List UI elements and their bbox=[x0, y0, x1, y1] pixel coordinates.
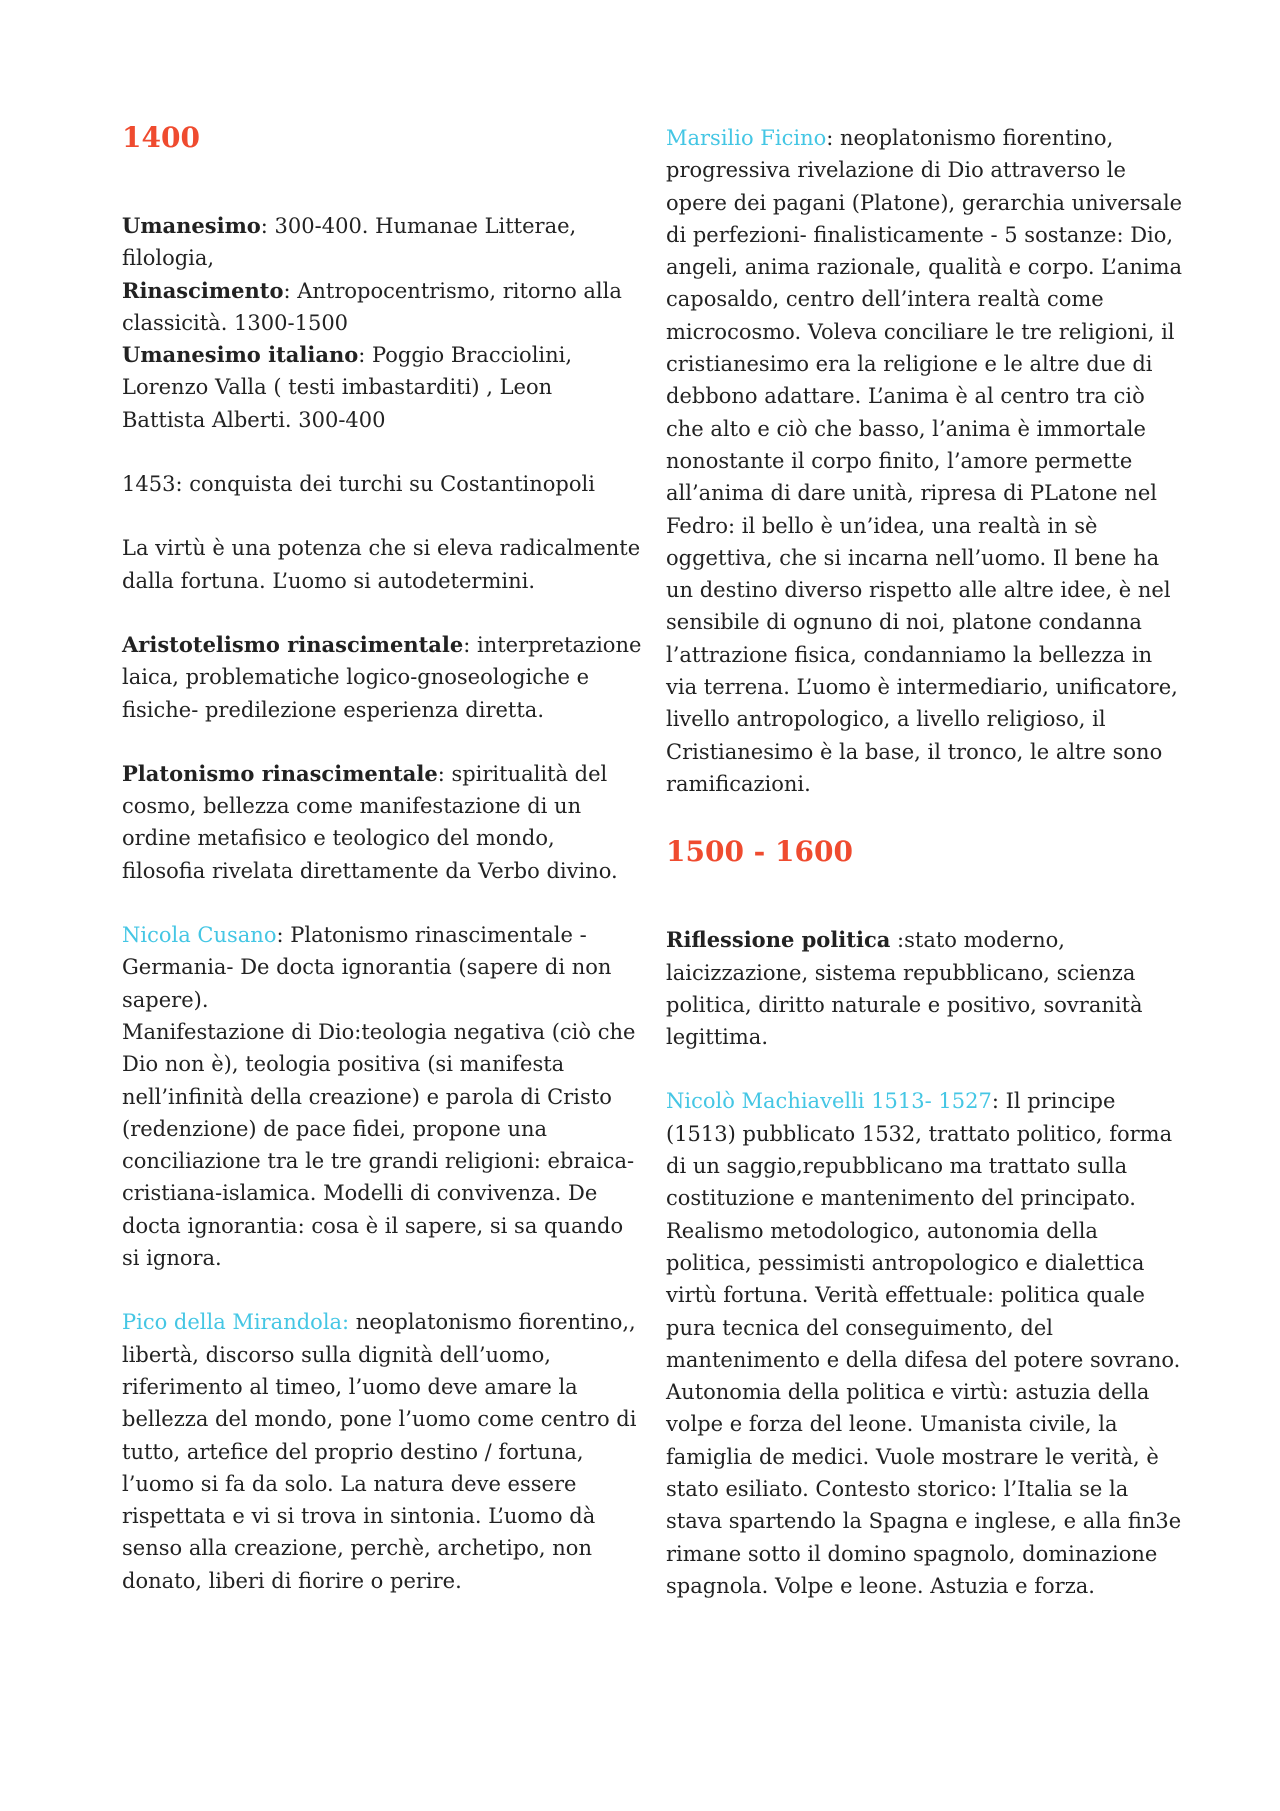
text-riflessione-politica: :stato moderno, laicizzazione, sistema repubblicano, scienza politica, diritto naturale e positivo, sovranità legittima. bbox=[666, 928, 1143, 1050]
paragraph-umanesimo bbox=[122, 210, 642, 275]
term-platonismo: Platonismo rinascimentale bbox=[122, 760, 438, 786]
paragraph-pico bbox=[122, 1306, 642, 1597]
name-pico-della-mirandola: Pico della Mirandola: bbox=[122, 1310, 350, 1335]
paragraph-platonismo bbox=[122, 758, 642, 887]
left-column bbox=[122, 118, 642, 1629]
text-umanesimo-italiano: : Poggio Bracciolini, Lorenzo Valla ( testi imbastarditi) , Leon Battista Alberti. 300-400 bbox=[122, 343, 573, 432]
paragraph-ficino bbox=[666, 122, 1186, 800]
term-rinascimento: Rinascimento bbox=[122, 277, 284, 303]
text-aristotelismo: : interpretazione laica, problematiche logico-gnoseologiche e fisiche- predilezione esperienza diretta. bbox=[122, 632, 642, 722]
term-aristotelismo: Aristotelismo rinascimentale bbox=[122, 631, 464, 657]
paragraph-riflessione-politica bbox=[666, 924, 1186, 1053]
term-riflessione-politica: Riflessione politica bbox=[666, 927, 891, 953]
text-pico: neoplatonismo fiorentino,, libertà, discorso sulla dignità dell’uomo, riferimento al timeo, l’uomo deve amare la bellezza del mondo, pone l’uomo come centro di tutto, artefice del proprio destino / fortuna, l’uomo si fa da solo. La natura deve essere rispettata e vi si trova in sintonia. L’uomo dà senso alla creazione, perchè, archetipo, non donato, liberi di fiorire o perire. bbox=[122, 1310, 637, 1593]
paragraph-machiavelli bbox=[666, 1085, 1186, 1602]
text-ficino: : neoplatonismo fiorentino, progressiva rivelazione di Dio attraverso le opere dei pagani (Platone), gerarchia universale di perfezioni- finalisticamente - 5 sostanze: Dio, angeli, anima razionale, qualità e corpo. L’anima caposaldo, centro dell’intera realtà come microcosmo. Voleva conciliare le tre religioni, il cristianesimo era la religione e le altre due di debbono adattare. L’anima è al centro tra ciò che alto e ciò che basso, l’anima è immortale nonostante il corpo finito, l’amore permette all’anima di dare unità, ripresa di PLatone nel Fedro: il bello è un’idea, una realtà in sè oggettiva, che si incarna nell’uomo. Il bene ha un destino diverso rispetto alle altre idee, è nel sensibile di ognuno di noi, platone condanna l’attrazione fisica, condanniamo la bellezza in via terrena. L’uomo è intermediario, unificatore, livello antropologico, a livello religioso, il Cristianesimo è la base, il tronco, le altre sono ramificazioni. bbox=[666, 126, 1183, 796]
text-cusano: : Platonismo rinascimentale - Germania- De docta ignorantia (sapere di non sapere). bbox=[122, 923, 612, 1012]
text-umanesimo: : 300-400. Humanae Litterae, filologia, bbox=[122, 214, 577, 271]
name-marsilio-ficino: Marsilio Ficino bbox=[666, 126, 827, 150]
term-umanesimo: Umanesimo bbox=[122, 213, 261, 238]
paragraph-cusano-2: Manifestazione di Dio:teologia negativa (ciò che Dio non è), teologia positiva (si manifesta nell’infinità della creazione) e parola di Cristo (redenzione) de pace fidei, propone una conciliazione tra le tre grandi religioni: ebraica-cristiana-islamica. Modelli di convivenza. De docta ignorantia: cosa è il sapere, si sa quando si ignora. bbox=[122, 1019, 636, 1271]
text-rinascimento: : Antropocentrismo, ritorno alla classicità. 1300-1500 bbox=[122, 278, 622, 335]
paragraph-rinascimento bbox=[122, 275, 642, 340]
section-heading-1400: 1400 bbox=[122, 121, 200, 154]
text-platonismo: : spiritualità del cosmo, bellezza come manifestazione di un ordine metafisico e teologico del mondo, filosofia rivelata direttamente da Verbo divino. bbox=[122, 761, 618, 883]
term-umanesimo-italiano: Umanesimo italiano bbox=[122, 342, 359, 368]
paragraph-aristotelismo bbox=[122, 629, 642, 726]
name-niccolo-machiavelli: Nicolò Machiavelli 1513- 1527 bbox=[666, 1089, 992, 1114]
section-heading-1500-1600: 1500 - 1600 bbox=[666, 835, 853, 869]
text-machiavelli: : Il principe (1513) pubblicato 1532, trattato politico, forma di un saggio,repubblicano ma trattato sulla costituzione e mantenimento del principato. Realismo metodologico, autonomia della politica, pessimisti antropologico e dialettica virtù fortuna. Verità effettuale: politica quale pura tecnica del conseguimento, del mantenimento e della difesa del potere sovrano. Autonomia della politica e virtù: astuzia della volpe e forza del leone. Umanista civile, la famiglia de medici. Vuole mostrare le verità, è stato esiliato. Contesto storico: l’Italia se la stava spartendo la Spagna e inglese, e alla fin3e rimane sotto il domino spagnolo, dominazione spagnola. Volpe e leone. Astuzia e forza. bbox=[666, 1089, 1182, 1598]
paragraph-virtu: La virtù è una potenza che si eleva radicalmente dalla fortuna. L’uomo si autodetermini. bbox=[122, 536, 641, 593]
paragraph-1453: 1453: conquista dei turchi su Costantinopoli bbox=[122, 472, 595, 497]
paragraph-cusano bbox=[122, 919, 642, 1016]
right-column bbox=[666, 122, 1186, 1634]
paragraph-umanesimo-italiano bbox=[122, 339, 642, 436]
name-nicola-cusano: Nicola Cusano bbox=[122, 923, 277, 948]
